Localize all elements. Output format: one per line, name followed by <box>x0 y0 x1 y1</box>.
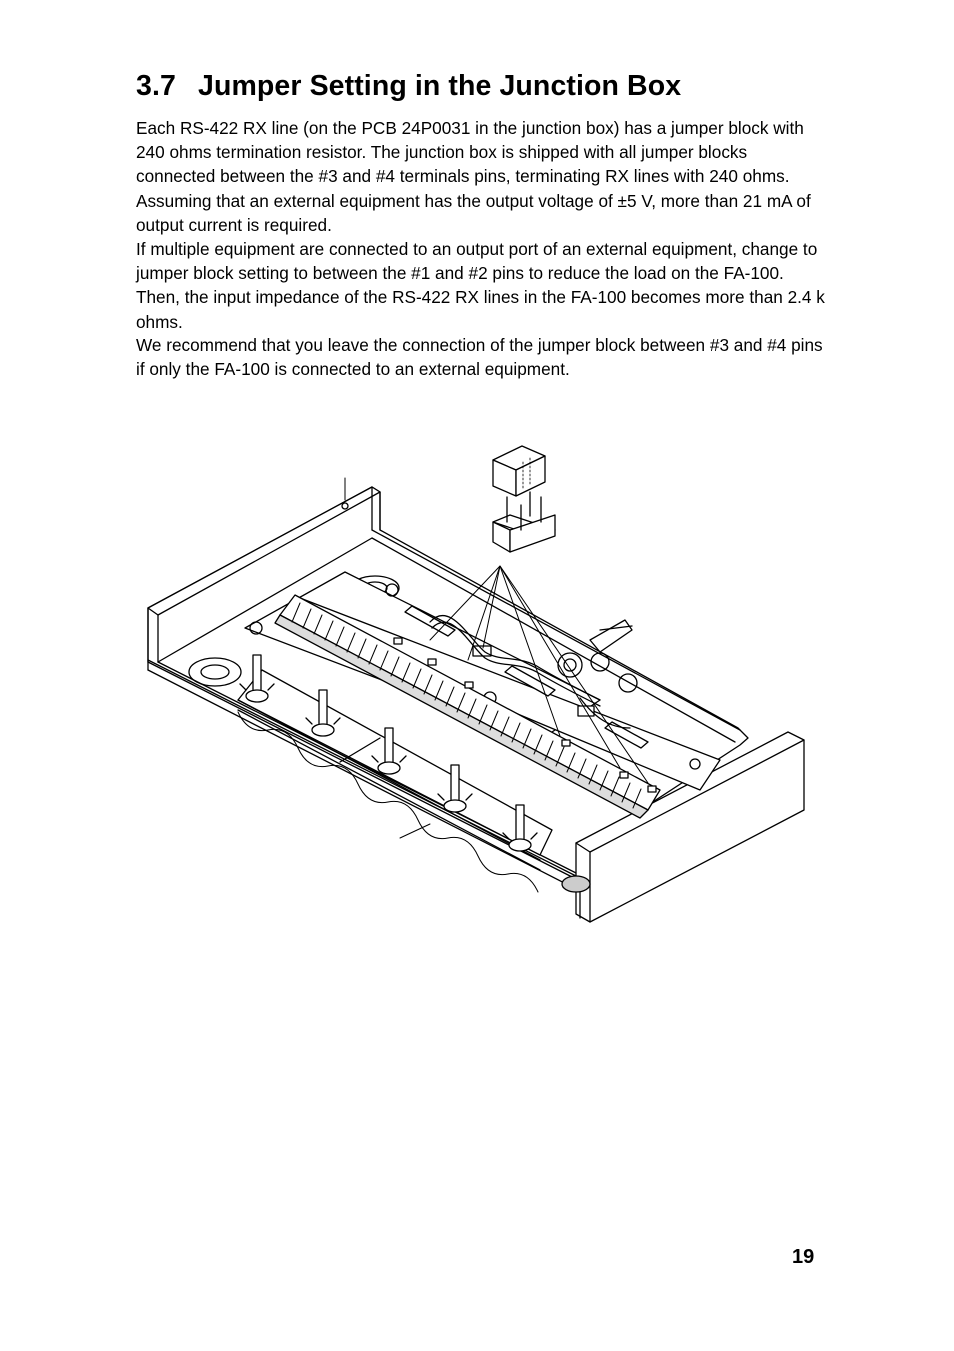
jumper-pin-header <box>493 492 555 552</box>
section-title: Jumper Setting in the Junction Box <box>198 70 682 102</box>
paragraph-recommendation: We recommend that you leave the connection of the jumper block between #3 and #4 pins if only the FA-100 is connected to an external equipment. <box>136 335 823 380</box>
jumper-block <box>493 446 545 496</box>
section-number: 3.7 <box>136 70 176 102</box>
page-number: 19 <box>792 1246 815 1268</box>
section-heading <box>136 70 681 103</box>
paragraph-termination: Each RS-422 RX line (on the PCB 24P0031 in the junction box) has a jumper block with 240 ohms termination resistor. The junction box is shipped with all jumper blocks connected between the #3 and #4 terminals pins, terminating RX lines with 240 ohms. Assuming that an external equipment has the output voltage of ±5 V, more than 21 mA of output current is required. <box>136 118 811 235</box>
junction-box-illustration <box>140 430 810 930</box>
paragraph-multiple-equipment: If multiple equipment are connected to an output port of an external equipment, change to jumper block setting to between the #1 and #2 pins to reduce the load on the FA-100. Then, the input impedance of the RS-422 RX lines in the FA-100 becomes more than 2.4 k ohms. <box>136 239 825 332</box>
